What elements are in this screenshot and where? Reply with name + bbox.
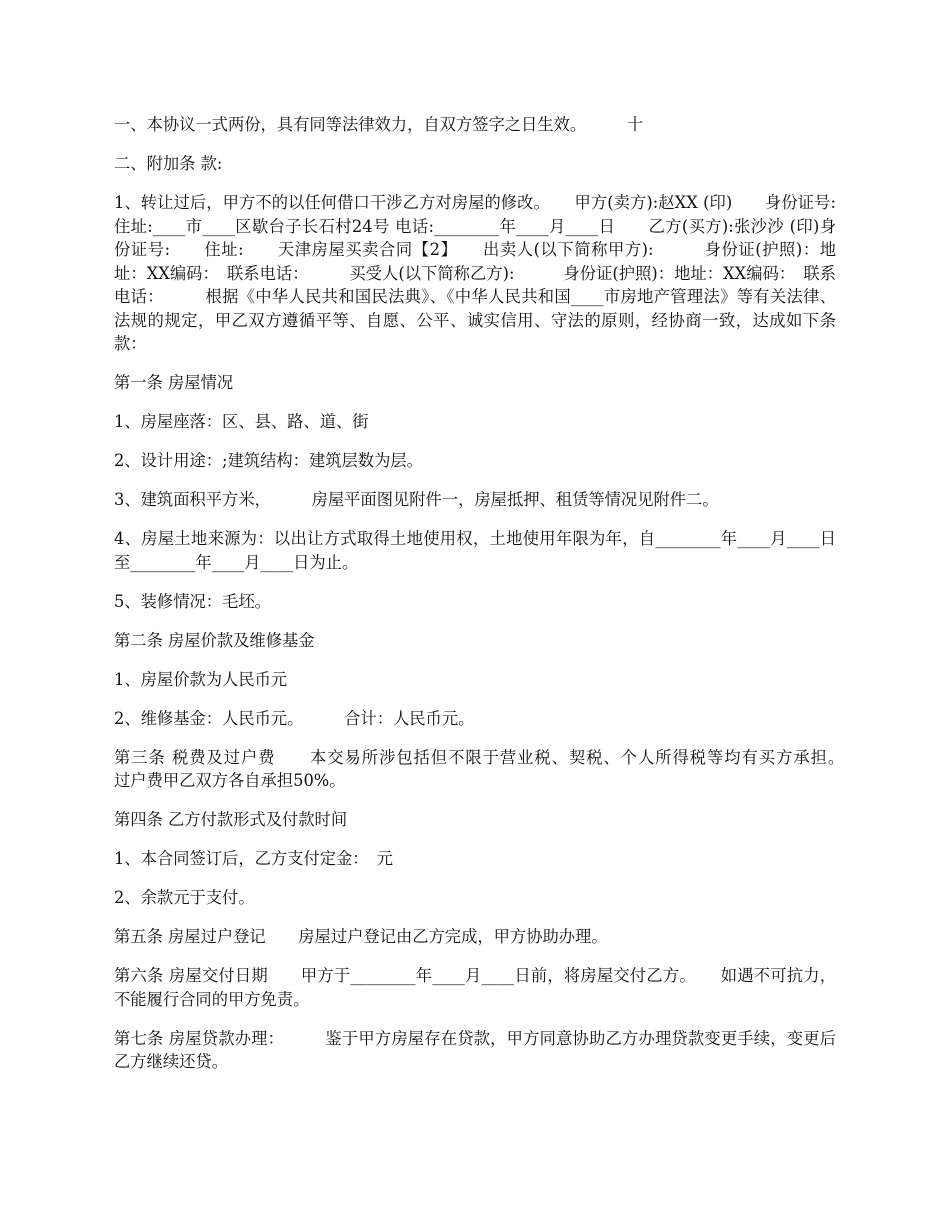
paragraph-parties-and-preamble: 1、转让过后，甲方不的以任何借口干涉乙方对房屋的修改。 甲方(卖方):赵XX (印) 身份证号: 住址:____市____区歇台子长石村24号 电话:________年____月____日 乙方(买方):张沙沙 (印)身份证号: 住址: 天津房屋买卖合同【2】 出卖人(以下简称甲方): 身份证(护照)：地址：XX编码： 联系电话： 买受人(以下简称乙方): 身份证(护照)：地址：XX编码： 联系电话： 根据《中华人民共和国民法典》、《中华人民共和国____市房地产管理法》等有关法律、法规的规定，甲乙双方遵循平等、自愿、公平、诚实信用、守法的原则，经协商一致，达成如下条款： [114, 193, 869, 353]
article-1-item-5: 5、装修情况：毛坯。 [114, 591, 271, 611]
article-3: 第三条 税费及过户费 本交易所涉包括但不限于营业税、契税、个人所得税等均有买方承担。 过户费甲乙双方各自承担50%。 [114, 747, 885, 790]
article-6: 第六条 房屋交付日期 甲方于________年____月____日前，将房屋交付乙方。 如遇不可抗力，不能履行合同的甲方免责。 [114, 966, 836, 1009]
article-2-item-2: 2、维修基金：人民币元。 合计：人民币元。 [114, 708, 475, 728]
document-body [114, 113, 885, 1089]
article-2-heading: 第二条 房屋价款及维修基金 [114, 630, 315, 650]
article-4-heading: 第四条 乙方付款形式及付款时间 [114, 810, 348, 829]
article-1-item-4: 4、房屋土地来源为：以出让方式取得土地使用权，土地使用年限为年，自________年____月____日 至________年____月____日为止。 [114, 529, 842, 572]
article-1-item-1: 1、房屋座落：区、县、路、道、街 [114, 412, 369, 431]
article-1-heading: 第一条 房屋情况 [114, 373, 234, 392]
article-5: 第五条 房屋过户登记 房屋过户登记由乙方完成，甲方协助办理。 [114, 927, 608, 946]
article-1-item-3: 3、建筑面积平方米， 房屋平面图见附件一，房屋抵押、租赁等情况见附件二。 [114, 490, 719, 509]
article-1-item-2: 2、设计用途：;建筑结构：建筑层数为层。 [114, 451, 423, 470]
article-2-item-1: 1、房屋价款为人民币元 [114, 669, 288, 689]
article-4-item-1: 1、本合同签订后，乙方支付定金： 元 [114, 849, 393, 868]
paragraph-additional-terms-heading: 二、附加条 款: [114, 154, 223, 173]
article-7: 第七条 房屋贷款办理： 鉴于甲方房屋存在贷款，甲方同意协助乙方办理贷款变更手续，变更后乙方继续还贷。 [114, 1028, 836, 1071]
paragraph-clause-effect: 一、本协议一式两份，具有同等法律效力，自双方签字之日生效。 十 [114, 115, 644, 134]
article-4-item-2: 2、余款元于支付。 [114, 888, 255, 907]
